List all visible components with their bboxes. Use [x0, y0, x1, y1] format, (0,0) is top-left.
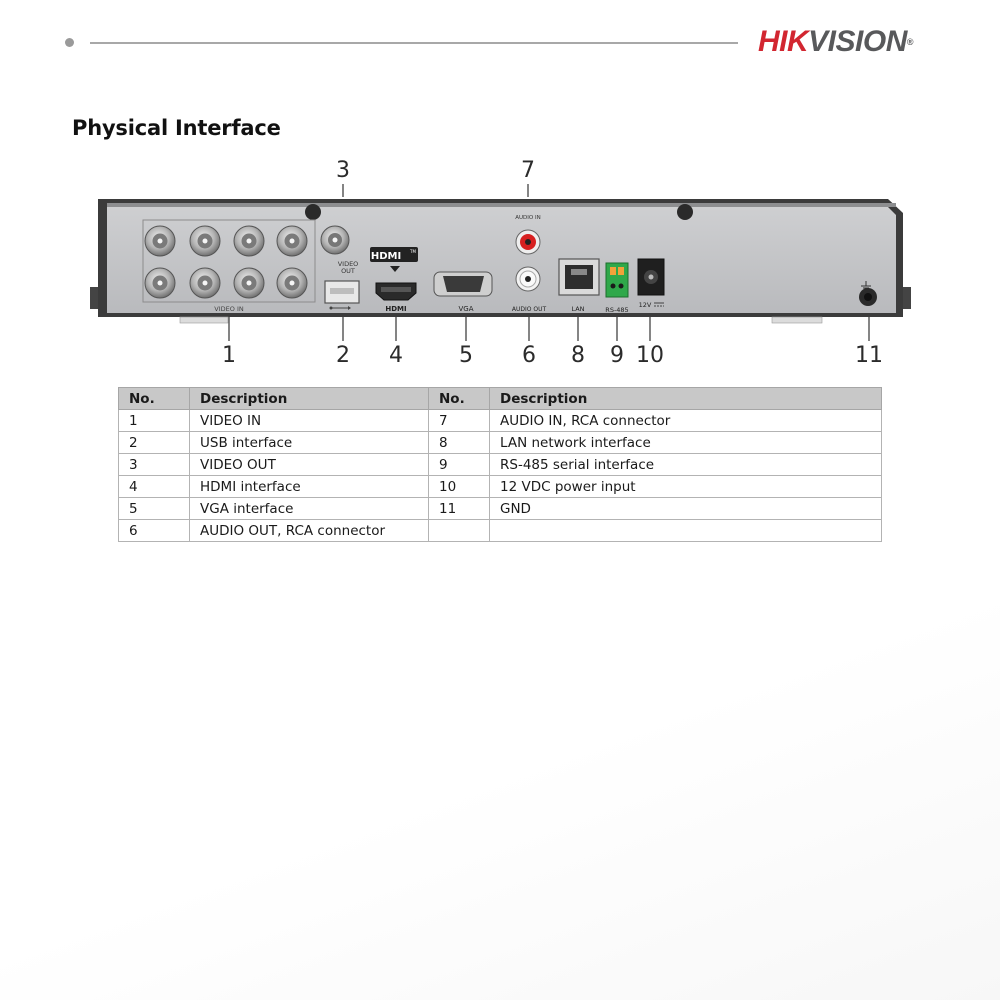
cell-no	[429, 520, 490, 542]
cell-no: 4	[119, 476, 190, 498]
brand-logo	[758, 24, 913, 60]
header-rule	[90, 42, 738, 44]
audio-in-panel-label: AUDIO IN	[515, 215, 541, 221]
bnc-connector-icon	[190, 268, 220, 298]
video-in-panel-label: VIDEO IN	[214, 305, 244, 313]
cell-desc	[490, 520, 882, 542]
hdmi-tm-mark: TM	[410, 249, 416, 254]
col-header-no-2: No.	[429, 388, 490, 410]
bnc-connector-icon	[145, 226, 175, 256]
bnc-connector-icon	[277, 268, 307, 298]
col-header-desc-1: Description	[190, 388, 429, 410]
cell-desc: HDMI interface	[190, 476, 429, 498]
brand-logo-gray: VISION	[808, 25, 907, 58]
header-bullet	[65, 38, 74, 47]
vga-label: VGA	[458, 305, 474, 313]
callout-4: 4	[389, 343, 403, 368]
table-row	[119, 410, 882, 432]
table-row	[119, 476, 882, 498]
cell-desc: LAN network interface	[490, 432, 882, 454]
device-rear-panel-figure	[0, 155, 1000, 375]
video-out-label-2: OUT	[341, 267, 355, 275]
callout-3: 3	[336, 158, 350, 183]
callout-5: 5	[459, 343, 473, 368]
cell-desc: USB interface	[190, 432, 429, 454]
cell-desc: 12 VDC power input	[490, 476, 882, 498]
callout-6: 6	[522, 343, 536, 368]
cell-desc: AUDIO OUT, RCA connector	[190, 520, 429, 542]
brand-reg-mark: ®	[906, 37, 914, 47]
bnc-connector-icon	[234, 268, 264, 298]
callout-11: 11	[855, 343, 883, 368]
power-label: 12V	[638, 301, 652, 309]
video-out-bnc-icon	[321, 226, 349, 254]
lan-label: LAN	[571, 305, 585, 313]
callout-9: 9	[610, 343, 624, 368]
cell-desc: VIDEO OUT	[190, 454, 429, 476]
cell-no: 5	[119, 498, 190, 520]
cell-desc: AUDIO IN, RCA connector	[490, 410, 882, 432]
callout-8: 8	[571, 343, 585, 368]
cell-desc: RS-485 serial interface	[490, 454, 882, 476]
audio-out-rca-icon	[516, 267, 540, 291]
col-header-desc-2: Description	[490, 388, 882, 410]
cell-no: 1	[119, 410, 190, 432]
callout-2: 2	[336, 343, 350, 368]
cell-no: 6	[119, 520, 190, 542]
bnc-connector-icon	[190, 226, 220, 256]
table-row	[119, 498, 882, 520]
brand-logo-red: HIK	[758, 25, 809, 58]
cell-no: 2	[119, 432, 190, 454]
cell-no: 9	[429, 454, 490, 476]
callout-7: 7	[521, 158, 535, 183]
cell-no: 8	[429, 432, 490, 454]
cell-desc: GND	[490, 498, 882, 520]
table-row	[119, 432, 882, 454]
audio-out-label: AUDIO OUT	[511, 306, 547, 313]
rs485-label: RS-485	[605, 306, 629, 314]
cell-no: 3	[119, 454, 190, 476]
page-title: Physical Interface	[72, 116, 281, 140]
device-illustration	[0, 155, 1000, 375]
hdmi-logo-text: HDMI	[370, 251, 402, 262]
cell-desc: VGA interface	[190, 498, 429, 520]
callout-10: 10	[636, 343, 664, 368]
interface-table	[118, 387, 882, 542]
cell-no: 11	[429, 498, 490, 520]
bnc-connector-icon	[277, 226, 307, 256]
cell-desc: VIDEO IN	[190, 410, 429, 432]
table-header-row	[119, 388, 882, 410]
table-row	[119, 454, 882, 476]
rs485-terminal	[606, 263, 628, 297]
video-out-label-1: VIDEO	[337, 260, 359, 268]
bnc-connector-icon	[234, 226, 264, 256]
cell-no: 7	[429, 410, 490, 432]
callout-1: 1	[222, 343, 236, 368]
hdmi-port-label: HDMI	[385, 305, 407, 313]
bnc-connector-icon	[145, 268, 175, 298]
table-row	[119, 520, 882, 542]
audio-in-rca-icon	[516, 230, 540, 254]
col-header-no-1: No.	[119, 388, 190, 410]
cell-no: 10	[429, 476, 490, 498]
